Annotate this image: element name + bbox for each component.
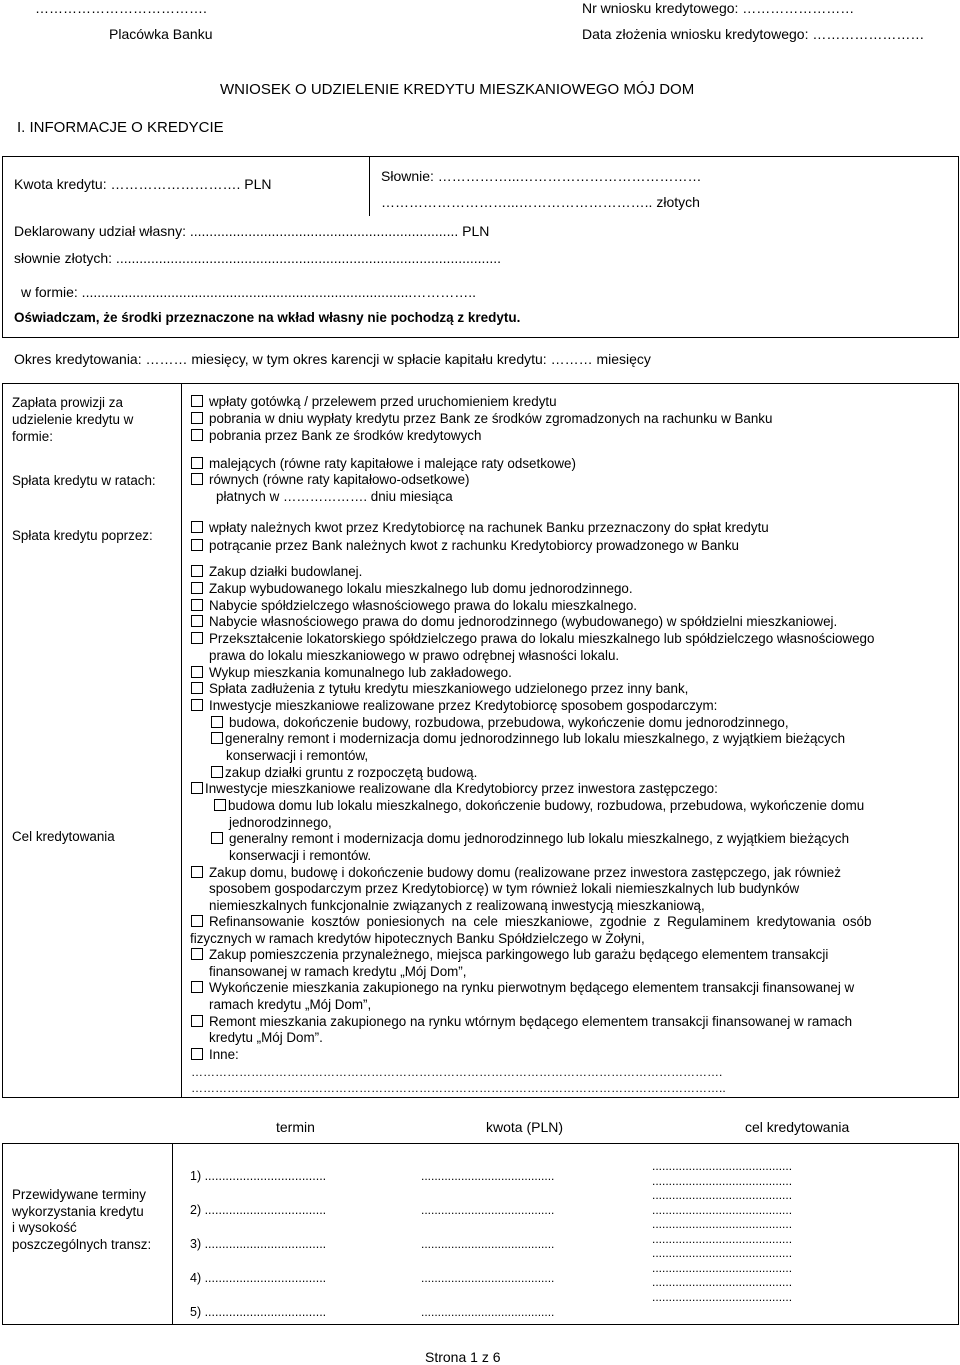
checkbox[interactable]: [191, 565, 203, 577]
checkbox[interactable]: [211, 716, 223, 728]
cel-option-12[interactable]: Zakup pomieszczenia przynależnego, miejsca parkingowego lub garażu będącego elementem transakcji: [191, 947, 828, 963]
cel-option-8b-cont: konserwacji i remontów,: [226, 748, 369, 763]
checkbox[interactable]: [191, 395, 203, 407]
col-cel: cel kredytowania: [745, 1119, 850, 1135]
cel-option-10-cont1: sposobem gospodarczym przez Kredytobiorcę) w tym również lokali niemieszkalnych lub budynków: [209, 881, 800, 896]
checkbox[interactable]: [211, 766, 223, 778]
col-termin: termin: [276, 1119, 315, 1135]
cel-option-9[interactable]: Inwestycje mieszkaniowe realizowane dla Kredytobiorcy przez inwestora zastępczego:: [191, 781, 718, 797]
cel-option-13-cont: ramach kredytu „Mój Dom”,: [209, 997, 372, 1012]
transza-kwota[interactable]: ........................................: [421, 1271, 555, 1285]
cel-option-5-cont: prawa do lokalu mieszkaniowego w prawo odrębnej własności lokalu.: [209, 648, 620, 663]
prowizja-label: Zapłata prowizji za udzielenie kredytu w formie:: [12, 395, 134, 444]
cel-option-11-cont: fizycznych w ramach kredytów hipotecznych Banku Spółdzielczego w Żołyni,: [190, 931, 645, 946]
document-title: WNIOSEK O UDZIELENIE KREDYTU MIESZKANIOWEGO MÓJ DOM: [220, 81, 695, 98]
transza-cel[interactable]: ..........................................: [652, 1289, 793, 1304]
placowka-label: Placówka Banku: [109, 26, 213, 42]
transza-cel[interactable]: ..........................................: [652, 1173, 793, 1188]
cel-option-1[interactable]: Zakup działki budowlanej.: [191, 564, 362, 580]
cel-option-10-cont2: niemieszkalnych funkcjonalnie związanych z realizowaną inwestycją mieszkaniową,: [209, 898, 705, 913]
transza-cel[interactable]: ..........................................: [652, 1246, 793, 1260]
checkbox[interactable]: [191, 948, 203, 960]
page-number: Strona 1 z 6: [425, 1349, 501, 1365]
prowizja-option-3[interactable]: pobrania przez Bank ze środków kredytowych: [191, 428, 481, 444]
transza-termin-2[interactable]: 2) ...................................: [190, 1203, 327, 1217]
checkbox[interactable]: [191, 866, 203, 878]
udzial-wlasny: Deklarowany udział własny: ..................................................................... PLN: [14, 223, 490, 239]
cel-option-15[interactable]: Inne:: [191, 1047, 239, 1063]
checkbox[interactable]: [211, 832, 223, 844]
cel-option-10[interactable]: Zakup domu, budowę i dokończenie budowy domu (realizowane przez inwestora zastępczego, jak również: [191, 865, 841, 881]
transza-termin-3[interactable]: 3) ...................................: [190, 1237, 327, 1251]
checkbox[interactable]: [191, 457, 203, 469]
transze-termin-list: [190, 1159, 326, 1329]
checkbox[interactable]: [191, 429, 203, 441]
transza-cel[interactable]: ..........................................: [652, 1260, 793, 1275]
cel-label: Cel kredytowania: [12, 829, 115, 844]
cel-option-5[interactable]: Przekształcenie lokatorskiego spółdzielczego prawa do lokalu mieszkalnego lub spółdzielczego własnościowego: [191, 631, 874, 647]
checkbox[interactable]: [191, 521, 203, 533]
cel-inne-line2[interactable]: ……………………………………………………………………………………………………………………..: [191, 1081, 726, 1095]
raty-option-2[interactable]: równych (równe raty kapitałowo-odsetkowe): [191, 472, 469, 488]
cel-option-7[interactable]: Spłata zadłużenia z tytułu kredytu mieszkaniowego udzielonego przez inny bank,: [191, 681, 688, 697]
cel-option-9b-cont: konserwacji i remontów.: [229, 848, 372, 863]
cel-option-14[interactable]: Remont mieszkania zakupionego na rynku wtórnym będącego elementem transakcji finansowanej w ramach: [191, 1014, 852, 1030]
data-zlozenia: Data złożenia wniosku kredytowego: ……………………: [582, 26, 925, 42]
cel-option-4[interactable]: Nabycie własnościowego prawa do domu jednorodzinnego (wybudowanego) w spółdzielni mieszkaniowej.: [191, 614, 837, 630]
cel-option-14-cont: kredytu „Mój Dom”.: [209, 1030, 323, 1045]
cel-option-9b[interactable]: generalny remont i modernizacja domu jednorodzinnego lub lokalu mieszkalnego, z wyjątkiem bieżących: [211, 831, 849, 847]
transza-termin-1[interactable]: 1) ...................................: [190, 1169, 327, 1183]
checkbox[interactable]: [191, 699, 203, 711]
cel-option-12-cont: finansowanej w ramach kredytu „Mój Dom”,: [209, 964, 467, 979]
transza-cel[interactable]: ..........................................: [652, 1231, 793, 1246]
cel-option-9a[interactable]: budowa domu lub lokalu mieszkalnego, dokończenie budowy, rozbudowa, przebudowa, wykończenie domu: [214, 798, 864, 814]
cel-option-3[interactable]: Nabycie spółdzielczego własnościowego prawa do lokalu mieszkalnego.: [191, 598, 637, 614]
checkbox[interactable]: [191, 915, 203, 927]
cel-option-11[interactable]: Refinansowanie kosztów poniesionych na cele mieszkaniowe, zgodnie z Regulaminem kredytowania osób: [191, 914, 871, 930]
forma-wkladu: w formie: .....................................................................................…………..: [21, 284, 477, 300]
udzial-slownie: słownie złotych: ...................................................................................................: [14, 250, 502, 266]
transza-termin-5[interactable]: 5) ...................................: [190, 1305, 327, 1319]
cel-option-2[interactable]: Zakup wybudowanego lokalu mieszkalnego lub domu jednorodzinnego.: [191, 581, 633, 597]
cel-option-8a[interactable]: budowa, dokończenie budowy, rozbudowa, przebudowa, wykończenie domu jednorodzinnego,: [211, 715, 789, 731]
checkbox[interactable]: [191, 615, 203, 627]
raty-platnych: płatnych w ………………. dniu miesiąca: [216, 489, 453, 504]
checkbox[interactable]: [211, 732, 223, 744]
checkbox[interactable]: [191, 682, 203, 694]
nr-wniosku: Nr wniosku kredytowego: ……………………: [582, 0, 855, 16]
checkbox[interactable]: [191, 412, 203, 424]
cel-option-6[interactable]: Wykup mieszkania komunalnego lub zakładowego.: [191, 665, 512, 681]
cel-option-13[interactable]: Wykończenie mieszkania zakupionego na rynku pierwotnym będącego elementem transakcji finansowanej w: [191, 980, 854, 996]
raty-option-1[interactable]: malejących (równe raty kapitałowe i malejące raty odsetkowe): [191, 456, 576, 472]
transza-kwota[interactable]: ........................................: [421, 1237, 555, 1251]
checkbox[interactable]: [191, 1048, 203, 1060]
oswiadczenie: Oświadczam, że środki przeznaczone na wkład własny nie pochodzą z kredytu.: [14, 310, 521, 325]
cel-inne-line1[interactable]: …………………………………………………………………………………………………………………….: [191, 1065, 723, 1079]
transza-cel[interactable]: ..........................................: [652, 1188, 793, 1202]
cel-option-9a-cont: jednorodzinnego,: [229, 815, 332, 830]
checkbox[interactable]: [214, 799, 226, 811]
kwota-kredytu: Kwota kredytu: ………………………. PLN: [14, 176, 272, 192]
checkbox[interactable]: [191, 666, 203, 678]
transza-cel[interactable]: ..........................................: [652, 1159, 793, 1173]
checkbox[interactable]: [191, 582, 203, 594]
checkbox[interactable]: [191, 473, 203, 485]
prowizja-option-2[interactable]: pobrania w dniu wypłaty kredytu przez Bank ze środków zgromadzonych na rachunku w Banku: [191, 411, 772, 427]
transza-kwota[interactable]: ........................................: [421, 1203, 555, 1217]
transza-kwota[interactable]: ........................................: [421, 1305, 555, 1319]
slownie-line1: Słownie: ……………...…………………………………: [381, 168, 702, 184]
raty-label: Spłata kredytu w ratach:: [12, 473, 156, 488]
checkbox[interactable]: [191, 539, 203, 551]
prowizja-option-1[interactable]: wpłaty gotówką / przelewem przed uruchomieniem kredytu: [191, 394, 557, 410]
poprzez-option-1[interactable]: wpłaty należnych kwot przez Kredytobiorcę na rachunek Banku przeznaczony do spłat kredytu: [191, 520, 769, 536]
checkbox[interactable]: [191, 599, 203, 611]
cel-option-8b[interactable]: generalny remont i modernizacja domu jednorodzinnego lub lokalu mieszkalnego, z wyjątkiem bieżących: [211, 731, 845, 747]
cel-option-8c[interactable]: zakup działki gruntu z rozpoczętą budową.: [211, 765, 477, 781]
transza-kwota[interactable]: ........................................: [421, 1169, 555, 1183]
checkbox[interactable]: [191, 981, 203, 993]
poprzez-option-2[interactable]: potrącanie przez Bank należnych kwot z rachunku Kredytobiorcy prowadzonego w Banku: [191, 538, 739, 554]
slownie-line2: ………………………...……………………….. złotych: [381, 194, 700, 210]
transza-cel[interactable]: ..........................................: [652, 1202, 793, 1217]
transza-termin-4[interactable]: 4) ...................................: [190, 1271, 327, 1285]
cel-option-8[interactable]: Inwestycje mieszkaniowe realizowane przez Kredytobiorcę sposobem gospodarczym:: [191, 698, 717, 714]
transza-cel[interactable]: ..........................................: [652, 1217, 793, 1231]
checkbox[interactable]: [191, 782, 203, 794]
okres-kredytowania: Okres kredytowania: ……… miesięcy, w tym okres karencji w spłacie kapitału kredytu: ……… miesięcy: [14, 351, 651, 367]
poprzez-label: Spłata kredytu poprzez:: [12, 528, 153, 543]
transze-cel-list: [652, 1159, 792, 1304]
transze-kwota-list: [421, 1159, 554, 1329]
placowka-dots: ……………………………….: [35, 0, 207, 16]
checkbox[interactable]: [191, 632, 203, 644]
transza-cel[interactable]: ..........................................: [652, 1275, 793, 1289]
section-title: I. INFORMACJE O KREDYCIE: [17, 119, 224, 136]
transze-label: Przewidywane terminy wykorzystania kredytu i wysokość poszczególnych transz:: [12, 1187, 152, 1252]
checkbox[interactable]: [191, 1015, 203, 1027]
col-kwota: kwota (PLN): [486, 1119, 564, 1135]
